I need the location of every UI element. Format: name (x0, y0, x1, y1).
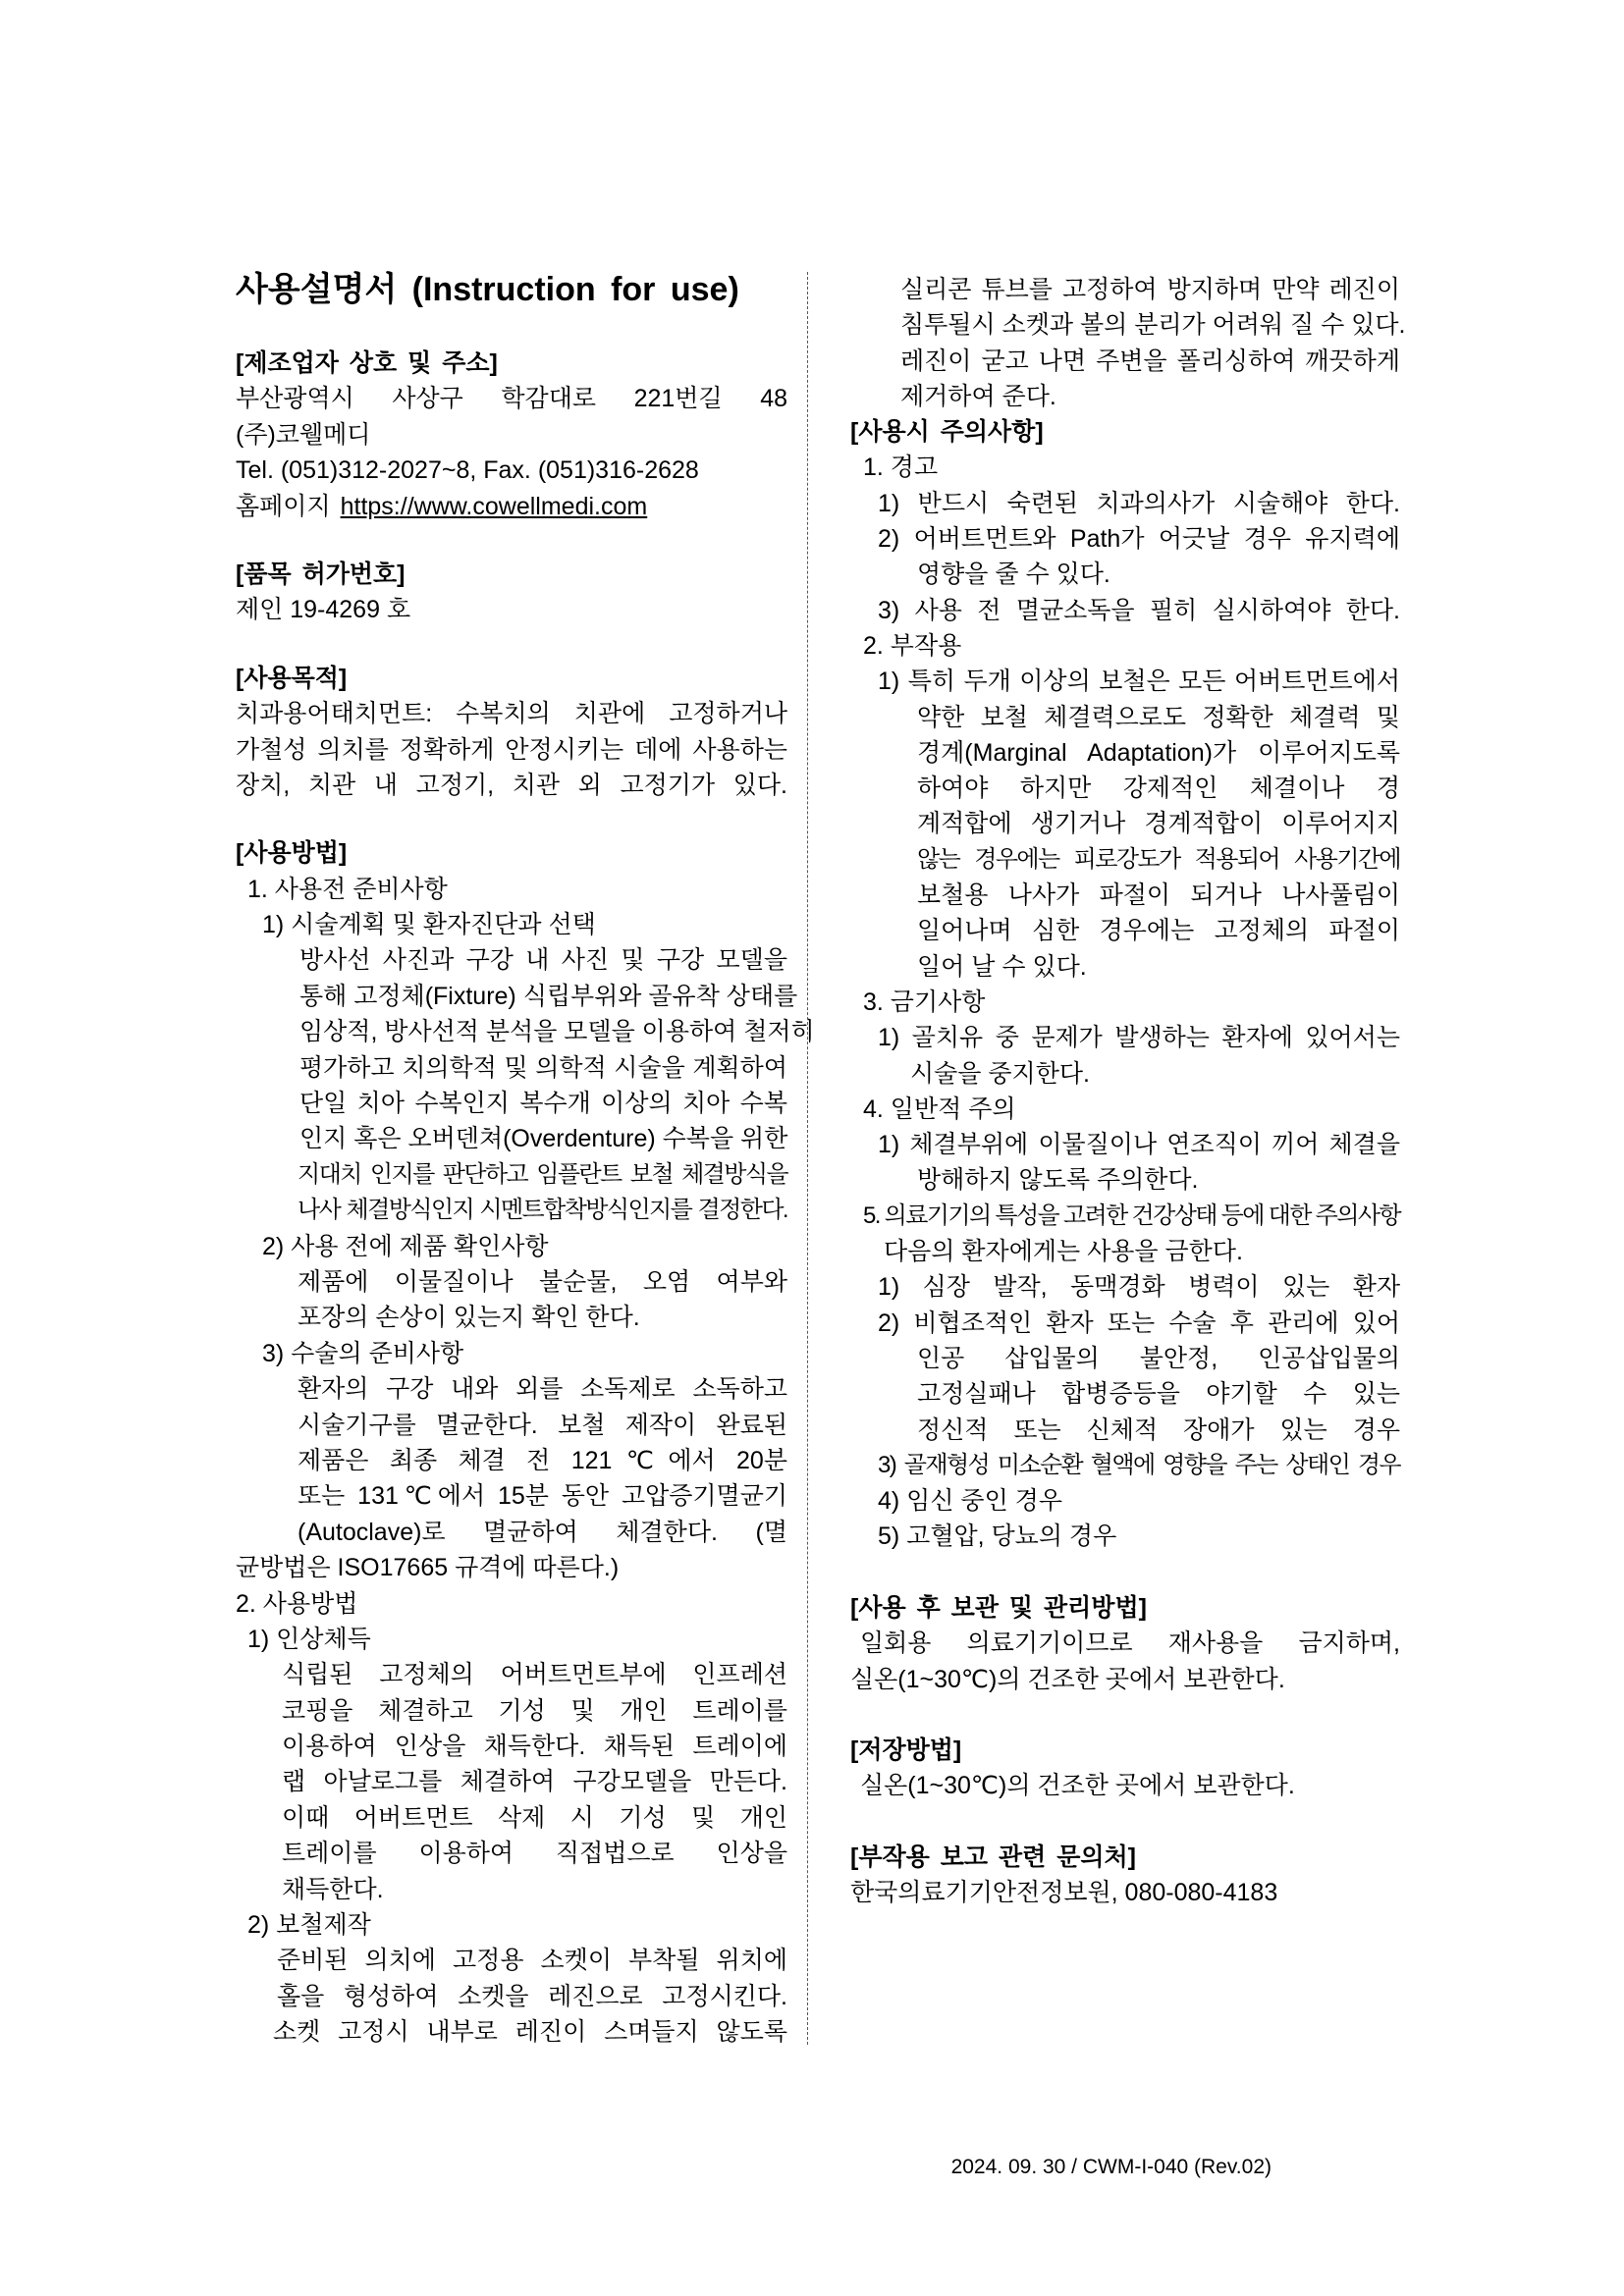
text-line: (Autoclave)로 멸균하여 체결한다. (멸 (298, 1518, 787, 1546)
list-item: 1) 심장 발작, 동맥경화 병력이 있는 환자 (878, 1273, 1400, 1302)
contact-tel-fax: Tel. (051)312-2027~8, Fax. (051)316-2628 (236, 456, 699, 485)
text-line: 지대치 인지를 판단하고 임플란트 보철 체결방식을 (298, 1160, 787, 1188)
list-heading: 4. 일반적 주의 (863, 1095, 1016, 1123)
column-divider (807, 272, 808, 2045)
text-line: 장치, 치관 내 고정기, 치관 외 고정기가 있다. (236, 771, 787, 799)
list-item: 4) 임신 중인 경우 (878, 1487, 1062, 1516)
text-line: 인지 혹은 오버덴쳐(Overdenture) 수복을 위한 (299, 1125, 788, 1153)
list-heading: 2. 사용방법 (236, 1589, 358, 1618)
text-line: 가철성 의치를 정확하게 안정시키는 데에 사용하는 (236, 735, 787, 764)
list-item: 2) 어버트먼트와 Path가 어긋날 경우 유지력에 (878, 525, 1400, 554)
homepage-link[interactable]: https://www.cowellmedi.com (340, 492, 648, 520)
text-line: 인공 삽입물의 불안정, 인공삽입물의 (917, 1344, 1400, 1372)
list-subheading: 2) 보철제작 (247, 1911, 371, 1940)
text-line: 방해하지 않도록 주의한다. (917, 1166, 1199, 1195)
text-line: 치과용어태치먼트: 수복치의 치관에 고정하거나 (236, 700, 787, 728)
spacer (850, 1804, 1400, 1840)
text-line: 소켓 고정시 내부로 레진이 스며들지 않도록 (273, 2018, 787, 2047)
text-line: 환자의 구강 내와 외를 소독제로 소독하고 (298, 1375, 787, 1404)
spacer (236, 524, 787, 557)
text-line: 균방법은 ISO17665 규격에 따른다.) (236, 1554, 620, 1582)
list-item: 5) 고혈압, 당뇨의 경우 (878, 1522, 1117, 1551)
list-heading: 1. 경고 (863, 454, 939, 482)
text-line: 침투될시 소켓과 볼의 분리가 어려워 질 수 있다. (900, 311, 1406, 340)
text-line: 시술을 중지한다. (910, 1059, 1090, 1088)
text-line: 포장의 손상이 있는지 확인 한다. (298, 1304, 640, 1332)
text-line: 제품에 이물질이나 불순물, 오염 여부와 (298, 1267, 787, 1296)
text-line: 평가하고 치의학적 및 의학적 시술을 계획하여 (299, 1053, 787, 1082)
text-line: 코핑을 체결하고 기성 및 개인 트레이를 (282, 1696, 787, 1725)
text-line: 않는 경우에는 피로강도가 적용되어 사용기간에 (917, 845, 1400, 873)
document-footer: 2024. 09. 30 / CWM-I-040 (Rev.02) (950, 2156, 1272, 2178)
spacer (236, 628, 787, 661)
text-line: 보철용 나사가 파절이 되거나 나사풀림이 (917, 881, 1400, 910)
spacer (850, 1555, 1400, 1590)
homepage-label: 홈페이지 (236, 492, 331, 520)
text-line: 실온(1~30℃)의 건조한 곳에서 보관한다. (850, 1665, 1285, 1693)
text-line: 계적합에 생기거나 경계적합이 이루어지지 (917, 810, 1400, 838)
contact-line: 한국의료기기안전정보원, 080-080-4183 (850, 1879, 1278, 1907)
list-subheading: 1) 시술계획 및 환자진단과 선택 (262, 911, 596, 939)
text-line: 준비된 의치에 고정용 소켓이 부착될 위치에 (277, 1947, 787, 1975)
list-heading: 1. 사용전 준비사항 (247, 875, 448, 903)
spacer (850, 1697, 1400, 1733)
section-heading-usage: [사용방법] (236, 839, 348, 868)
text-line: 통해 고정체(Fixture) 식립부위와 골유착 상태를 (299, 982, 798, 1010)
text-line: 경계(Marginal Adaptation)가 이루어지도록 (917, 738, 1400, 767)
text-line: 일어나며 심한 경우에는 고정체의 파절이 (917, 917, 1400, 945)
text-line: 영향을 줄 수 있다. (917, 561, 1110, 589)
text-line: 홀을 형성하여 소켓을 레진으로 고정시킨다. (277, 1982, 787, 2010)
text-line: 방사선 사진과 구강 내 사진 및 구강 모델을 (299, 946, 787, 975)
text-line: 다음의 환자에게는 사용을 금한다. (884, 1238, 1243, 1266)
list-item: 1) 반드시 숙련된 치과의사가 시술해야 한다. (878, 489, 1400, 517)
text-line: 시술기구를 멸균한다. 보철 제작이 완료된 (298, 1411, 787, 1439)
permit-number: 제인 19-4269 호 (236, 596, 411, 624)
section-heading-storage-after-use: [사용 후 보관 및 관리방법] (850, 1593, 1147, 1622)
list-subheading: 3) 수술의 준비사항 (262, 1339, 464, 1367)
text-line: 나사 체결방식인지 시멘트합착방식인지를 결정한다. (298, 1197, 787, 1224)
text-line: 이때 어버트먼트 삭제 시 기성 및 개인 (282, 1803, 787, 1832)
spacer (236, 803, 787, 835)
text-line: 트레이를 이용하여 직접법으로 인상을 (282, 1840, 787, 1868)
text-line: 채득한다. (282, 1875, 384, 1903)
text-line: 고정실패나 합병증등을 야기할 수 있는 (917, 1380, 1400, 1409)
text-line: 실온(1~30℃)의 건조한 곳에서 보관한다. (860, 1772, 1295, 1800)
company-name: (주)코웰메디 (236, 420, 371, 449)
list-item: 1) 골치유 중 문제가 발생하는 환자에 있어서는 (878, 1024, 1400, 1052)
section-heading-purpose: [사용목적] (236, 664, 348, 692)
list-heading: 2. 부작용 (863, 631, 962, 660)
list-item: 2) 비협조적인 환자 또는 수술 후 관리에 있어 (878, 1308, 1400, 1337)
text-line: 제거하여 준다. (900, 382, 1056, 410)
section-heading-storage: [저장방법] (850, 1736, 962, 1765)
list-item: 3) 골재형성 미소순환 혈액에 영향을 주는 상태인 경우 (878, 1451, 1400, 1478)
right-column (850, 272, 1406, 1911)
text-line: 임상적, 방사선적 분석을 모델을 이용하여 철저히 (299, 1018, 815, 1046)
section-heading-adverse-report: [부작용 보고 관련 문의처] (850, 1843, 1136, 1872)
text-line: 제품은 최종 체결 전 121℃에서 20분 (298, 1446, 787, 1474)
section-heading-manufacturer: [제조업자 상호 및 주소] (236, 349, 498, 377)
section-heading-precautions: [사용시 주의사항] (850, 418, 1044, 447)
text-line: 일회용 의료기기이므로 재사용을 금지하며, (860, 1629, 1400, 1658)
left-column (236, 253, 815, 2051)
list-subheading: 1) 인상체득 (247, 1625, 371, 1653)
list-heading: 5. 의료기기의 특성을 고려한 건강상태 등에 대한 주의사항 (863, 1201, 1400, 1229)
text-line: 일어 날 수 있다. (917, 952, 1087, 981)
list-heading: 3. 금기사항 (863, 988, 986, 1016)
text-line: 정신적 또는 신체적 장애가 있는 경우 (917, 1415, 1400, 1444)
list-item: 3) 사용 전 멸균소독을 필히 실시하여야 한다. (878, 596, 1400, 624)
section-heading-permit: [품목 허가번호] (236, 560, 406, 588)
list-item: 1) 체결부위에 이물질이나 연조직이 끼어 체결을 (878, 1131, 1400, 1159)
text-line: 약한 보철 체결력으로도 정확한 체결력 및 (917, 703, 1400, 731)
text-line: 단일 치아 수복인지 복수개 이상의 치아 수복 (299, 1090, 787, 1118)
text-line: 랩 아날로그를 체결하여 구강모델을 만든다. (282, 1768, 787, 1796)
text-line: 실리콘 튜브를 고정하여 방지하며 만약 레진이 (900, 276, 1400, 303)
text-line: 식립된 고정체의 어버트먼트부에 인프레션 (282, 1661, 787, 1689)
text-line: 이용하여 인상을 채득한다. 채득된 트레이에 (282, 1733, 787, 1761)
homepage-line (236, 489, 787, 524)
text-line: 레진이 굳고 나면 주변을 폴리싱하여 깨끗하게 (900, 347, 1400, 375)
list-subheading: 2) 사용 전에 제품 확인사항 (262, 1232, 549, 1260)
address-line: 부산광역시 사상구 학감대로 221번길 48 (236, 385, 787, 413)
text-line: 하여야 하지만 강제적인 체결이나 경 (917, 774, 1400, 803)
list-item: 1) 특히 두개 이상의 보철은 모든 어버트먼트에서 (878, 667, 1400, 696)
document-title: 사용설명서 (Instruction for use) (236, 271, 739, 308)
text-line: 또는 131℃에서 15분 동안 고압증기멸균기 (298, 1482, 787, 1511)
